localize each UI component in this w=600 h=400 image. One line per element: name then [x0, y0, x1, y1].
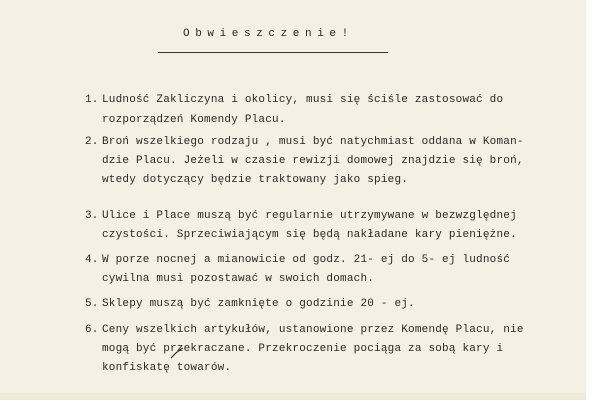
- item-text-line: W porze nocnej a mianowicie od godz. 21- ej do 5- ej ludność: [102, 254, 511, 266]
- item-text-line: dzie Placu. Jeżeli w czasie rewizji domowej znajdzie się broń,: [102, 155, 524, 167]
- item-number: 6.: [85, 324, 99, 336]
- item-number: 4.: [85, 254, 99, 266]
- list-item: [85, 136, 565, 208]
- item-text-line: Ludność Zakliczyna i okolicy, musi się ściśle zastosować do: [102, 94, 504, 106]
- item-text-line: Ulice i Place muszą być regularnie utrzymywane w bezwzględnej: [102, 210, 517, 222]
- item-text-line: Ceny wszelkich artykułów, ustanowione przez Komendę Placu, nie: [102, 324, 524, 336]
- item-number: 1.: [85, 94, 99, 106]
- item-text-line: Broń wszelkiego rodzaju , musi być natychmiast oddana w Koman-: [102, 136, 524, 148]
- page-bottom-edge: [0, 393, 586, 400]
- document-title: Obwieszczenie!: [183, 28, 354, 40]
- title-underline: [158, 52, 388, 53]
- item-text-line: cywilna musi pozostawać w swoich domach.: [102, 273, 375, 285]
- item-text-line: wtedy dotyczący będzie traktowany jako spieg.: [102, 174, 409, 186]
- item-text-line: mogą być przekraczane. Przekroczenie pociąga za sobą kary i: [102, 343, 504, 355]
- item-text-line: rozporządzeń Komendy Placu.: [102, 114, 286, 126]
- item-text-line: Sklepy muszą być zamknięte o godzinie 20 - ej.: [102, 298, 415, 310]
- item-number: 2.: [85, 136, 99, 148]
- item-number: 3.: [85, 210, 99, 222]
- pen-correction-mark: [170, 346, 184, 360]
- item-text-line: czystości. Sprzeciwiającym się będą nakładane kary pieniężne.: [102, 229, 517, 241]
- item-text-line: konfiskatę towarów.: [102, 362, 232, 374]
- scan-margin: [586, 0, 600, 400]
- list-item: [85, 324, 565, 396]
- item-number: 5.: [85, 298, 99, 310]
